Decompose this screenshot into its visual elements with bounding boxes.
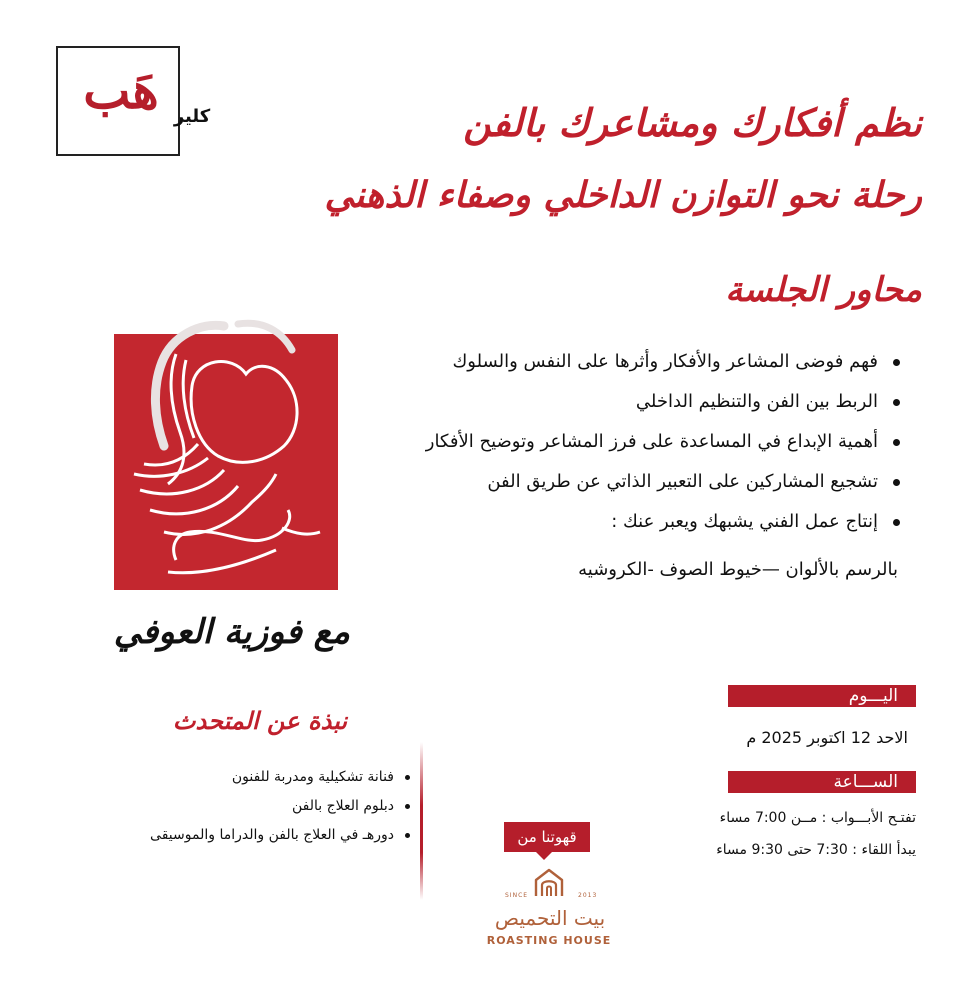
bio-text: دبلوم العلاج بالفن <box>291 798 394 814</box>
headline-line-2: رحلة نحو التوازن الداخلي وصفاء الذهني <box>324 174 922 216</box>
day-value: الاحد 12 اكتوبر 2025 م <box>746 728 908 747</box>
bio-list <box>150 768 410 855</box>
logo-sub-text: كلير <box>173 106 211 127</box>
roasting-house-logo-icon <box>532 866 566 900</box>
topic-text: أهمية الإبداع في المساعدة على فرز المشاعر وتوضيح الأفكار <box>425 431 878 452</box>
topic-item <box>340 350 900 390</box>
meeting-time: يبدأ اللقاء : 7:30 حتى 9:30 مساء <box>716 842 916 858</box>
topic-text: إنتاج عمل الفني يشبهك ويعبر عنك : <box>611 511 878 532</box>
headline-line-1: نظم أفكارك ومشاعرك بالفن <box>463 100 922 145</box>
brand-name-arabic: بيت التحميص <box>494 906 606 930</box>
year-text: 2013 <box>578 892 598 899</box>
bullet-icon <box>893 519 900 526</box>
day-label: اليـــوم <box>728 685 916 707</box>
topic-item <box>340 390 900 430</box>
coffee-sponsor-label: قهوتنا من <box>504 822 590 852</box>
vertical-divider <box>420 742 423 900</box>
speaker-artwork <box>114 314 338 590</box>
topic-item <box>340 430 900 470</box>
bullet-icon <box>405 804 410 809</box>
bullet-icon <box>893 439 900 446</box>
topics-list <box>340 350 900 550</box>
logo-main-text: هَب <box>83 61 159 120</box>
brand-name-english: ROASTING HOUSE <box>486 934 612 947</box>
bullet-icon <box>893 359 900 366</box>
topics-note: بالرسم بالألوان —خيوط الصوف -الكروشيه <box>578 559 898 580</box>
bio-item <box>150 797 410 826</box>
topic-text: الربط بين الفن والتنظيم الداخلي <box>635 391 878 412</box>
section-title: محاور الجلسة <box>725 270 922 310</box>
speaker-name: مع فوزية العوفي <box>113 612 350 652</box>
bullet-icon <box>405 833 410 838</box>
bullet-icon <box>405 775 410 780</box>
bio-item <box>150 768 410 797</box>
bio-text: دورهـ في العلاج بالفن والدراما والموسيقى <box>150 827 394 843</box>
bullet-icon <box>893 479 900 486</box>
bullet-icon <box>893 399 900 406</box>
topic-item <box>340 510 900 550</box>
bio-item <box>150 826 410 855</box>
topic-text: تشجيع المشاركين على التعبير الذاتي عن طريق الفن <box>487 471 878 492</box>
bio-text: فنانة تشكيلية ومدربة للفنون <box>231 769 394 785</box>
topic-item <box>340 470 900 510</box>
time-label: الســـاعة <box>728 771 916 793</box>
topic-text: فهم فوضى المشاعر والأفكار وأثرها على النفس والسلوك <box>452 351 878 372</box>
doors-open-time: تفتـح الأبـــواب : مــن 7:00 مساء <box>719 810 916 826</box>
bio-title: نبذة عن المتحدث <box>172 706 348 735</box>
since-text: SINCE <box>505 892 529 899</box>
label-pointer <box>536 852 552 860</box>
